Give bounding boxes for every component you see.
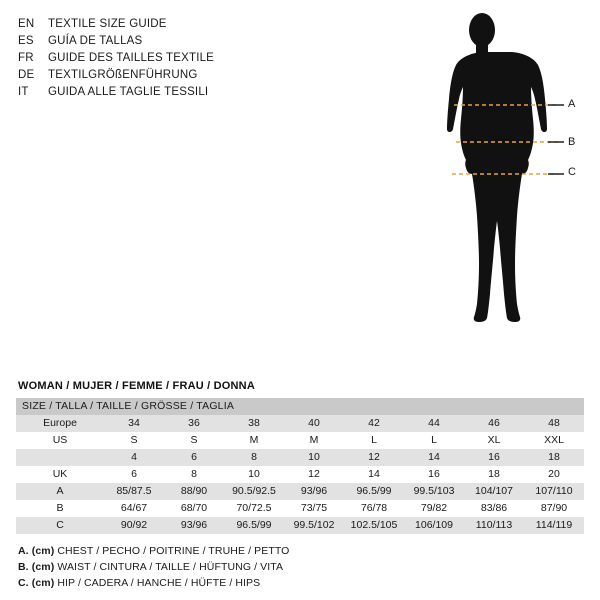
table-cell: 10 bbox=[284, 449, 344, 466]
legend-key: C. (cm) bbox=[18, 577, 55, 589]
table-cell: 18 bbox=[524, 449, 584, 466]
table-cell: 114/119 bbox=[524, 517, 584, 534]
table-cell: 107/110 bbox=[524, 483, 584, 500]
table-cell: 4 bbox=[104, 449, 164, 466]
table-row bbox=[16, 517, 584, 534]
row-label: C bbox=[16, 517, 104, 534]
language-title: GUIDA ALLE TAGLIE TESSILI bbox=[48, 86, 209, 98]
row-label bbox=[16, 449, 104, 466]
table-cell: S bbox=[104, 432, 164, 449]
legend-row bbox=[18, 543, 578, 559]
legend-row bbox=[18, 559, 578, 575]
table-cell: 87/90 bbox=[524, 500, 584, 517]
language-code: ES bbox=[18, 35, 34, 47]
size-table bbox=[16, 398, 584, 534]
row-label: B bbox=[16, 500, 104, 517]
table-cell: S bbox=[164, 432, 224, 449]
table-cell: 106/109 bbox=[404, 517, 464, 534]
table-cell: 38 bbox=[224, 415, 284, 432]
table-cell: 36 bbox=[164, 415, 224, 432]
table-cell: L bbox=[404, 432, 464, 449]
table-cell: 42 bbox=[344, 415, 404, 432]
table-cell: 104/107 bbox=[464, 483, 524, 500]
language-code: FR bbox=[18, 52, 34, 64]
language-row bbox=[18, 33, 318, 50]
language-title-list bbox=[18, 16, 318, 101]
table-cell: 20 bbox=[524, 466, 584, 483]
legend-text: CHEST / PECHO / POITRINE / TRUHE / PETTO bbox=[57, 545, 290, 557]
table-cell: 48 bbox=[524, 415, 584, 432]
table-cell: 99.5/102 bbox=[284, 517, 344, 534]
table-cell: 46 bbox=[464, 415, 524, 432]
table-row bbox=[16, 466, 584, 483]
table-cell: 70/72.5 bbox=[224, 500, 284, 517]
table-cell: 8 bbox=[224, 449, 284, 466]
table-header-label: SIZE / TALLA / TAILLE / GRÖSSE / TAGLIA bbox=[16, 398, 584, 415]
table-cell: 88/90 bbox=[164, 483, 224, 500]
table-cell: 93/96 bbox=[164, 517, 224, 534]
table-row bbox=[16, 483, 584, 500]
table-header-row bbox=[16, 398, 584, 415]
language-code: DE bbox=[18, 69, 35, 81]
measurement-guides bbox=[398, 8, 598, 378]
language-row bbox=[18, 50, 318, 67]
table-cell: 83/86 bbox=[464, 500, 524, 517]
table-cell: M bbox=[284, 432, 344, 449]
table-cell: 14 bbox=[404, 449, 464, 466]
measure-label-b: B bbox=[568, 136, 576, 148]
table-cell: 8 bbox=[164, 466, 224, 483]
table-cell: 12 bbox=[344, 449, 404, 466]
table-cell: 6 bbox=[104, 466, 164, 483]
legend-text: WAIST / CINTURA / TAILLE / HÜFTUNG / VITA bbox=[57, 561, 284, 573]
table-row bbox=[16, 432, 584, 449]
table-cell: 10 bbox=[224, 466, 284, 483]
legend-key: A. (cm) bbox=[18, 545, 55, 557]
table-cell: 68/70 bbox=[164, 500, 224, 517]
table-cell: 99.5/103 bbox=[404, 483, 464, 500]
table-cell: 90/92 bbox=[104, 517, 164, 534]
table-cell: 64/67 bbox=[104, 500, 164, 517]
legend-text: HIP / CADERA / HANCHE / HÜFTE / HIPS bbox=[57, 577, 261, 589]
language-code: EN bbox=[18, 18, 35, 30]
table-cell: 12 bbox=[284, 466, 344, 483]
language-row bbox=[18, 16, 318, 33]
table-cell: 16 bbox=[464, 449, 524, 466]
language-code: IT bbox=[18, 86, 29, 98]
table-cell: XXL bbox=[524, 432, 584, 449]
table-cell: 102.5/105 bbox=[344, 517, 404, 534]
table-cell: XL bbox=[464, 432, 524, 449]
table-cell: 14 bbox=[344, 466, 404, 483]
legend-key: B. (cm) bbox=[18, 561, 55, 573]
table-cell: 79/82 bbox=[404, 500, 464, 517]
table-cell: 85/87.5 bbox=[104, 483, 164, 500]
table-cell: L bbox=[344, 432, 404, 449]
table-cell: 96.5/99 bbox=[224, 517, 284, 534]
size-table-section bbox=[16, 380, 584, 534]
language-title: GUÍA DE TALLAS bbox=[48, 35, 143, 47]
measure-label-c: C bbox=[568, 166, 576, 178]
language-row bbox=[18, 67, 318, 84]
row-label: Europe bbox=[16, 415, 104, 432]
table-cell: 18 bbox=[464, 466, 524, 483]
table-cell: 93/96 bbox=[284, 483, 344, 500]
legend-row bbox=[18, 575, 578, 591]
language-title: TEXTILGRÖßENFÜHRUNG bbox=[48, 69, 198, 81]
body-figure bbox=[398, 8, 598, 378]
row-label: UK bbox=[16, 466, 104, 483]
row-label: US bbox=[16, 432, 104, 449]
table-cell: M bbox=[224, 432, 284, 449]
table-cell: 34 bbox=[104, 415, 164, 432]
table-row bbox=[16, 500, 584, 517]
language-row bbox=[18, 84, 318, 101]
table-cell: 76/78 bbox=[344, 500, 404, 517]
language-title: GUIDE DES TAILLES TEXTILE bbox=[48, 52, 215, 64]
language-title: TEXTILE SIZE GUIDE bbox=[48, 18, 167, 30]
table-cell: 90.5/92.5 bbox=[224, 483, 284, 500]
table-cell: 6 bbox=[164, 449, 224, 466]
table-cell: 44 bbox=[404, 415, 464, 432]
table-group-title: WOMAN / MUJER / FEMME / FRAU / DONNA bbox=[18, 380, 255, 392]
table-cell: 96.5/99 bbox=[344, 483, 404, 500]
measure-label-a: A bbox=[568, 98, 576, 110]
measurement-legend bbox=[18, 543, 578, 591]
table-row bbox=[16, 415, 584, 432]
table-cell: 40 bbox=[284, 415, 344, 432]
table-cell: 16 bbox=[404, 466, 464, 483]
table-row bbox=[16, 449, 584, 466]
table-cell: 110/113 bbox=[464, 517, 524, 534]
row-label: A bbox=[16, 483, 104, 500]
table-cell: 73/75 bbox=[284, 500, 344, 517]
